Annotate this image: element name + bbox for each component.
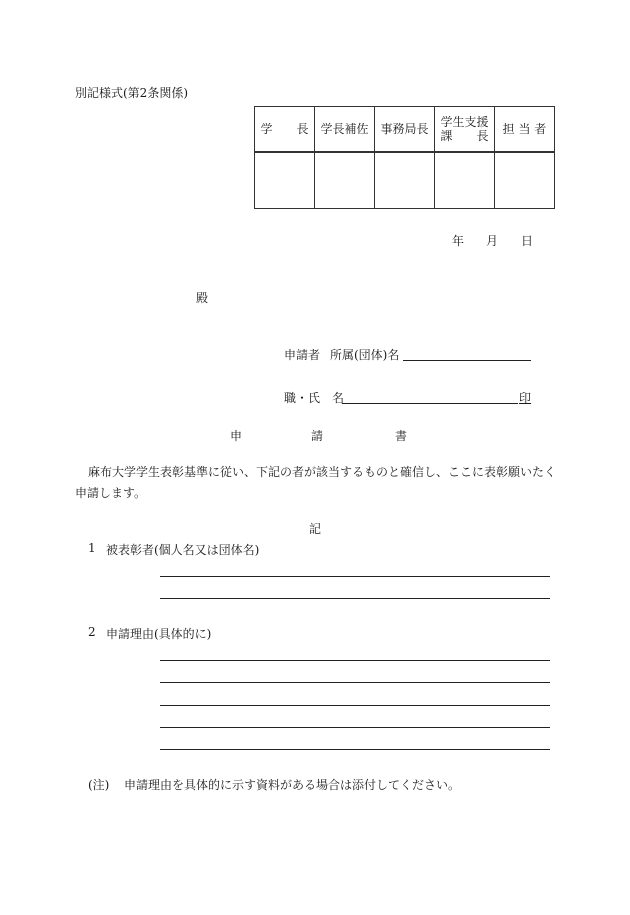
name-label: 職・氏 名 (284, 391, 345, 405)
section-2-number: 2 (88, 625, 96, 639)
note-prefix: (注) (88, 778, 110, 792)
stamp-box-student-support-chief[interactable] (435, 152, 495, 209)
section-2-label: 申請理由(具体的に) (106, 627, 212, 641)
body-line-1: 麻布大学学生表彰基準に従い、下記の者が該当するものと確信し、ここに表彰願いたく (88, 465, 557, 479)
title-char-3: 書 (395, 429, 408, 443)
body-line-2: 申請します。 (75, 486, 147, 500)
affiliation-label: 所属(団体)名 (330, 348, 400, 362)
stamp-box-person-in-charge[interactable] (495, 152, 555, 209)
col-president: 学 長 (255, 107, 315, 153)
section-2-input-line-1[interactable] (160, 660, 550, 661)
note-text: 申請理由を具体的に示す資料がある場合は添付してください。 (124, 778, 461, 792)
section-2-input-line-4[interactable] (160, 727, 550, 728)
col-secretary-general: 事務局長 (375, 107, 435, 153)
applicant-label: 申請者 (284, 348, 321, 362)
section-2-input-line-3[interactable] (160, 705, 550, 706)
section-1-number: 1 (88, 541, 96, 555)
form-style-label: 別記様式(第2条関係) (75, 86, 188, 100)
col-person-in-charge: 担 当 者 (495, 107, 555, 153)
name-input-line[interactable] (342, 389, 518, 404)
date-day-label: 日 (521, 234, 534, 248)
date-year-label: 年 (452, 234, 465, 248)
addressee-honorific: 殿 (196, 291, 209, 305)
col-president-assistant: 学長補佐 (315, 107, 375, 153)
record-mark: 記 (309, 522, 322, 536)
stamp-box-president[interactable] (255, 152, 315, 209)
title-char-1: 申 (230, 429, 243, 443)
section-2-input-line-2[interactable] (160, 682, 550, 683)
seal-mark: 印 (519, 391, 532, 405)
date-month-label: 月 (486, 234, 499, 248)
affiliation-input-line[interactable] (403, 346, 531, 361)
title-char-2: 請 (311, 429, 324, 443)
col-student-support-chief: 学生支援 課 長 (435, 107, 495, 153)
approval-stamp-table (254, 106, 555, 209)
stamp-box-president-assistant[interactable] (315, 152, 375, 209)
section-2-input-line-5[interactable] (160, 749, 550, 750)
section-1-input-line-2[interactable] (160, 598, 550, 599)
section-1-input-line-1[interactable] (160, 576, 550, 577)
section-1-label: 被表彰者(個人名又は団体名) (106, 543, 260, 557)
stamp-box-secretary-general[interactable] (375, 152, 435, 209)
